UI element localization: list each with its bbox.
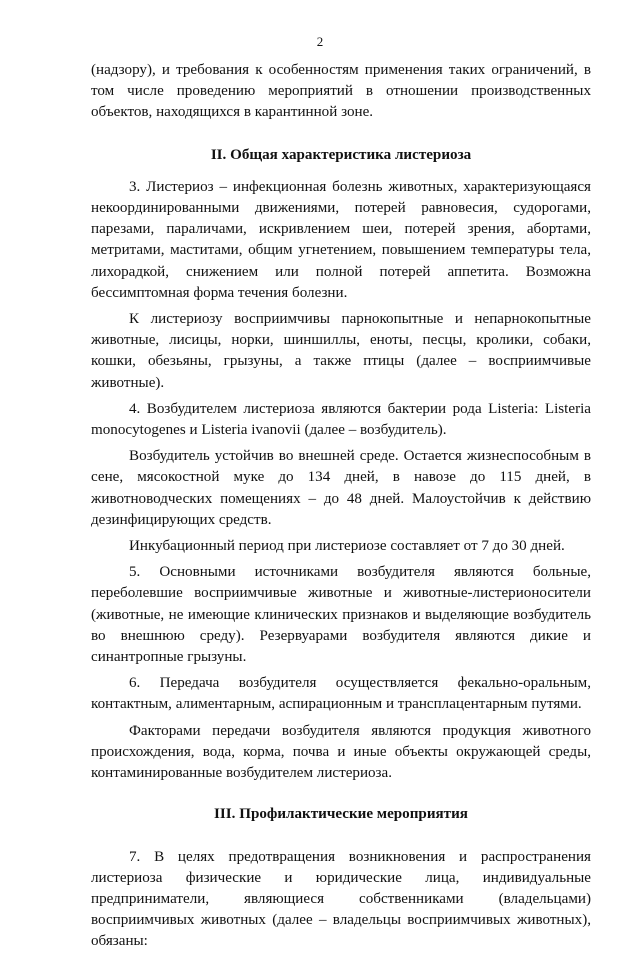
section-2-paragraph: К листериозу восприимчивы парнокопытные и непарнокопытные животные, лисицы, норки, шиншиллы, еноты, песцы, кролики, собаки, кошки, обезьяны, грызуны, а также птицы (далее – восприимчивые животные). xyxy=(91,311,591,391)
section-2-paragraph: 6. Передача возбудителя осуществляется фекально-оральным, контактным, алиментарным, аспирационным и трансплацентарным путями. xyxy=(91,675,591,713)
section-2-paragraph: Инкубационный период при листериозе составляет от 7 до 30 дней. xyxy=(129,538,565,555)
section-3-heading: III. Профилактические мероприятия xyxy=(214,806,468,823)
section-2-paragraph: Факторами передачи возбудителя являются продукция животного происхождения, вода, корма, почва и иные объекты окружающей среды, контаминированные возбудителем листериоза. xyxy=(91,722,591,782)
section-2-paragraph: 4. Возбудителем листериоза являются бактерии рода Listeria: Listeria monocytogenes и Listeria ivanovii (далее – возбудитель). xyxy=(91,400,591,439)
page-number: 2 xyxy=(316,34,324,49)
section-2-paragraph: Возбудитель устойчив во внешней среде. Остается жизнеспособным в сене, мясокостной муке до 134 дней, в навозе до 115 дней, в животноводческих помещениях – до 48 дней. Малоустойчив к действию дезинфицирующих средств. xyxy=(91,448,591,528)
section-2-paragraph: 3. Листериоз – инфекционная болезнь животных, характеризующаяся некоординированными движениями, потерей равновесия, судорогами, парезами, параличами, искривлением шеи, потерей зрения, абортами, метритами, маститами, общим угнетением, повышением температуры тела, лихорадкой, снижением или полной потерей аппетита. Возможна бессимптомная форма течения болезни. xyxy=(91,178,591,301)
section-2-heading: II. Общая характеристика листериоза xyxy=(210,146,472,163)
section-2-paragraph: 5. Основными источниками возбудителя являются больные, переболевшие восприимчивые животные и животные-листерионосители (животные, не имеющие клинических признаков и выделяющие возбудитель во внешнюю среду). Резервуарами возбудителя являются дикие и синантропные грызуны. xyxy=(91,564,591,666)
intro-paragraph: (надзору), и требования к особенностям применения таких ограничений, в том числе проведению мероприятий в отношении производственных объектов, находящихся в карантинной зоне. xyxy=(91,62,591,121)
section-3-paragraph: 7. В целях предотвращения возникновения и распространения листериоза физические и юридические лица, индивидуальные предприниматели, являющиеся собственниками (владельцами) восприимчивых животных (далее – владельцы восприимчивых животных), обязаны: xyxy=(91,848,591,950)
document-body xyxy=(91,60,591,953)
